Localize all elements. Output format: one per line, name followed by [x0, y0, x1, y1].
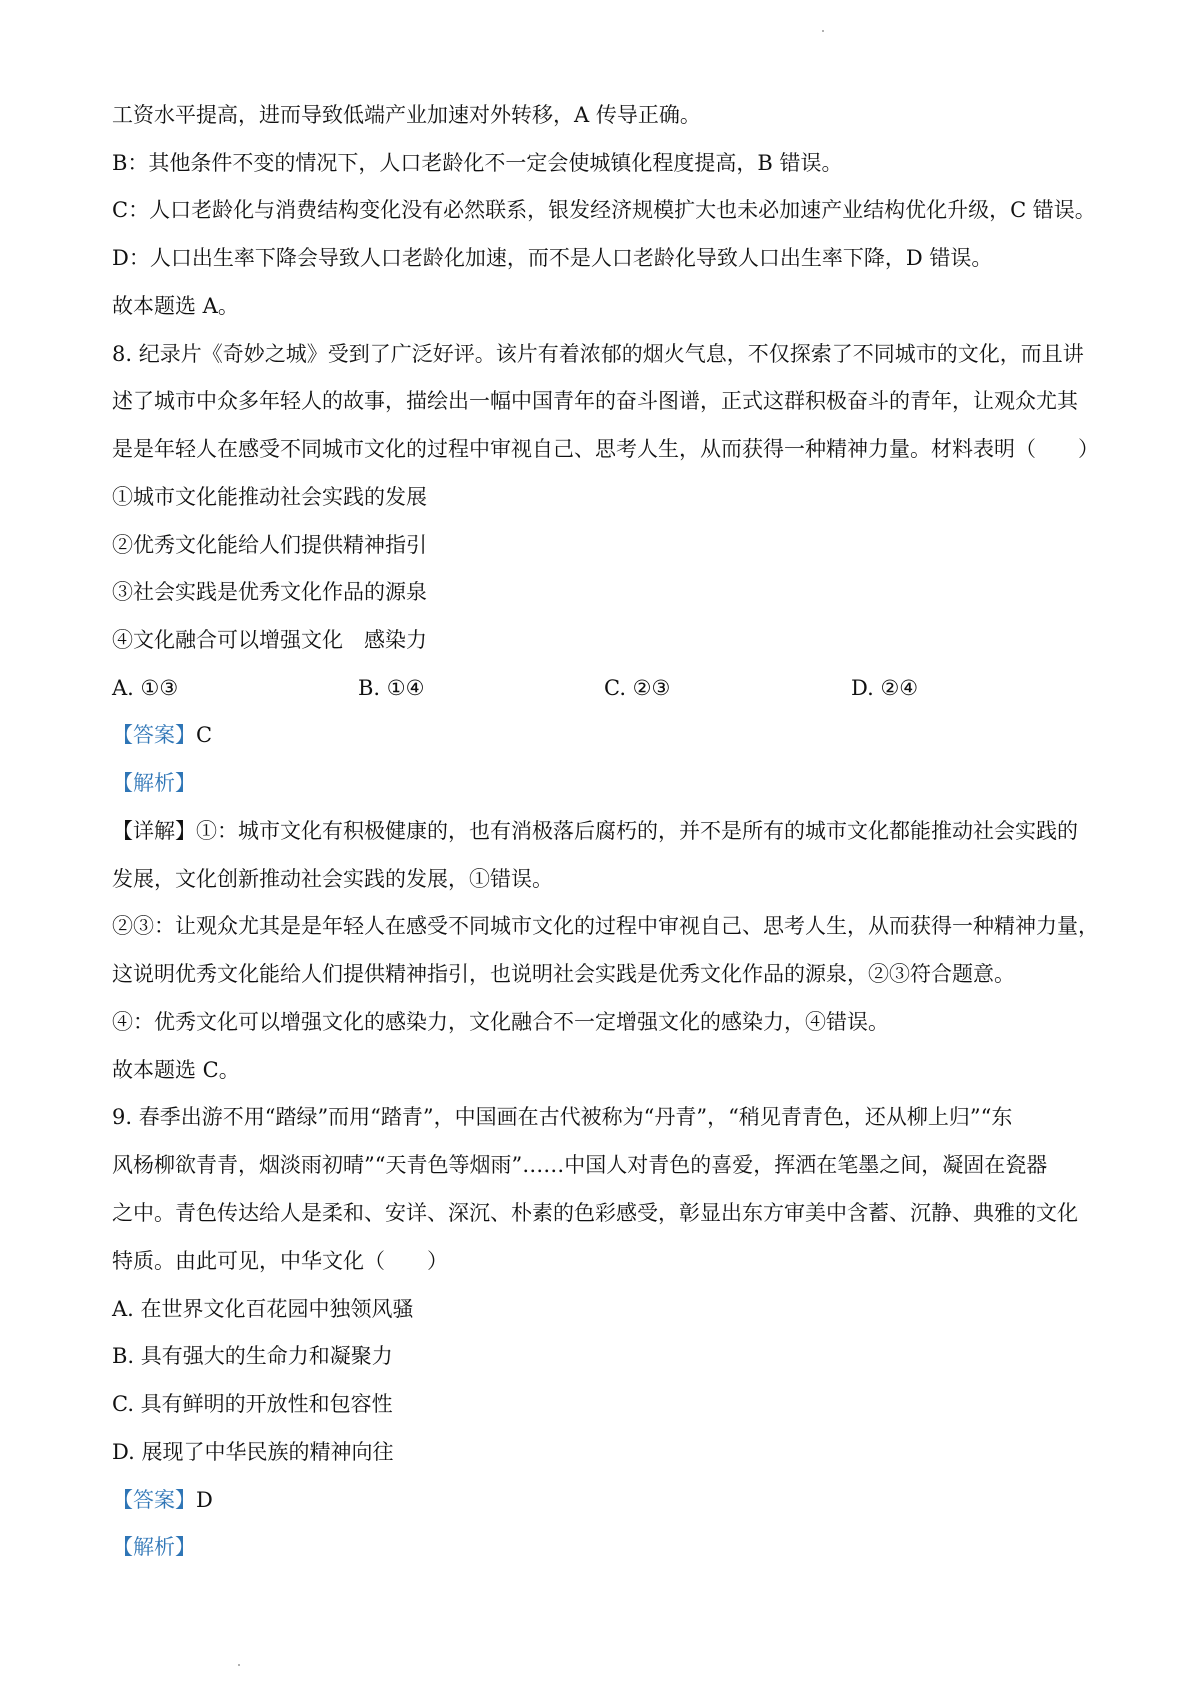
q8-option-a: A. ①③: [112, 676, 179, 700]
question-9-stem: 特质。由此可见，中华文化（ ）: [112, 1249, 448, 1273]
question-9-stem: 9. 春季出游不用“踏绿”而用“踏青”，中国画在古代被称为“丹青”，“稍见青青色，还从柳上归”“东: [112, 1105, 1013, 1129]
question-8-stem: 是是年轻人在感受不同城市文化的过程中审视自己、思考人生，从而获得一种精神力量。材料表明（ ）: [112, 437, 1099, 461]
text-line: B：其他条件不变的情况下，人口老龄化不一定会使城镇化程度提高，B 错误。: [112, 151, 843, 175]
detail-text: ①：城市文化有积极健康的，也有消极落后腐朽的，并不是所有的城市文化都能推动社会实践的: [196, 819, 1078, 843]
answer-label: 【答案】: [112, 1488, 196, 1512]
q9-option-c: C. 具有鲜明的开放性和包容性: [112, 1392, 393, 1416]
question-8-stem: 述了城市中众多年轻人的故事，描绘出一幅中国青年的奋斗图谱，正式这群积极奋斗的青年，让观众尤其: [112, 389, 1078, 413]
q8-conclusion: 故本题选 C。: [112, 1058, 240, 1082]
statement-1: ①城市文化能推动社会实践的发展: [112, 485, 427, 509]
text-line: 故本题选 A。: [112, 294, 239, 318]
q8-option-c: C. ②③: [604, 676, 671, 700]
q8-analysis-label: 【解析】: [112, 771, 196, 795]
q9-option-d: D. 展现了中华民族的精神向往: [112, 1440, 394, 1464]
q9-option-a: A. 在世界文化百花园中独领风骚: [112, 1297, 414, 1321]
statement-4: ④文化融合可以增强文化 感染力: [112, 628, 427, 652]
answer-value: C: [196, 723, 213, 747]
q8-option-d: D. ②④: [851, 676, 919, 700]
statement-2: ②优秀文化能给人们提供精神指引: [112, 533, 427, 557]
q8-answer: [112, 723, 1102, 747]
q8-detail-line: 发展，文化创新推动社会实践的发展，①错误。: [112, 867, 553, 891]
detail-label: 【详解】: [112, 819, 196, 843]
q9-answer: [112, 1488, 1102, 1512]
q8-detail-line: 这说明优秀文化能给人们提供精神指引，也说明社会实践是优秀文化作品的源泉，②③符合题意。: [112, 962, 1015, 986]
question-9-stem: 之中。青色传达给人是柔和、安详、深沉、朴素的色彩感受，彰显出东方审美中含蓄、沉静、典雅的文化: [112, 1201, 1078, 1225]
question-9-stem: 风杨柳欲青青，烟淡雨初晴”“天青色等烟雨”……中国人对青色的喜爱，挥洒在笔墨之间，凝固在瓷器: [112, 1153, 1048, 1177]
answer-value: D: [196, 1488, 213, 1512]
q8-detail-line: ④：优秀文化可以增强文化的感染力，文化融合不一定增强文化的感染力，④错误。: [112, 1010, 889, 1034]
q9-option-b: B. 具有强大的生命力和凝聚力: [112, 1344, 393, 1368]
question-8-stem: 8. 纪录片《奇妙之城》受到了广泛好评。该片有着浓郁的烟火气息，不仅探索了不同城市的文化，而且讲: [112, 342, 1084, 366]
answer-label: 【答案】: [112, 723, 196, 747]
q8-option-b: B. ①④: [358, 676, 425, 700]
text-line: C：人口老龄化与消费结构变化没有必然联系，银发经济规模扩大也未必加速产业结构优化升级，C 错误。: [112, 198, 1096, 222]
scan-dot: [822, 30, 824, 32]
text-line: D：人口出生率下降会导致人口老龄化加速，而不是人口老龄化导致人口出生率下降，D 错误。: [112, 246, 993, 270]
statement-3: ③社会实践是优秀文化作品的源泉: [112, 580, 427, 604]
q8-detail-line: [112, 819, 1102, 843]
q9-analysis-label: 【解析】: [112, 1535, 196, 1559]
text-line: 工资水平提高，进而导致低端产业加速对外转移，A 传导正确。: [112, 103, 701, 127]
scan-dot: [238, 1664, 240, 1666]
q8-detail-line: ②③：让观众尤其是是年轻人在感受不同城市文化的过程中审视自己、思考人生，从而获得一种精神力量，: [112, 914, 1099, 938]
